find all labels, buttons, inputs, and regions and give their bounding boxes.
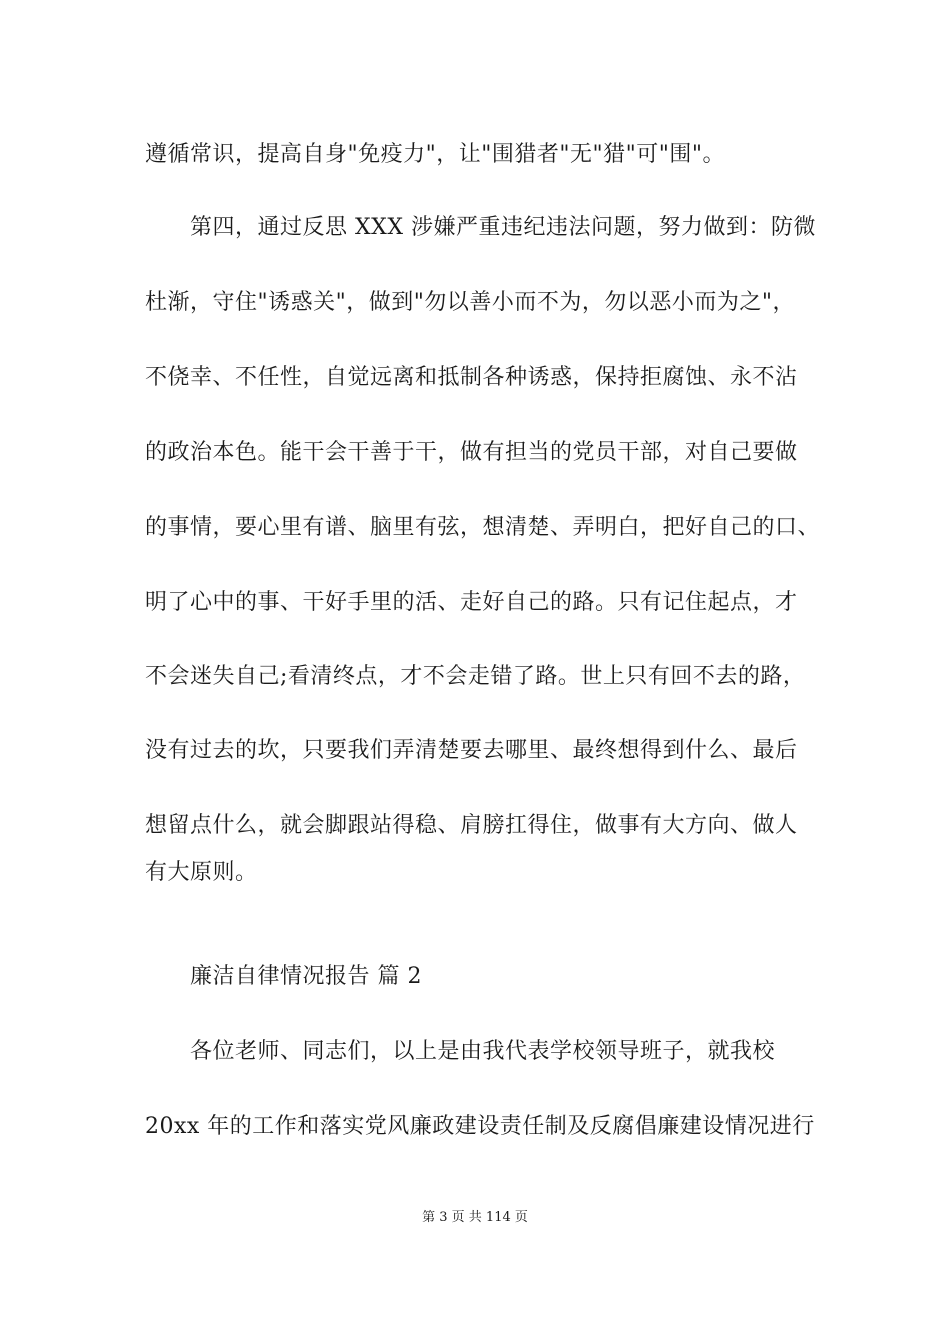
text-line-8: 不会迷失自己;看清终点，才不会走错了路。世上只有回不去的路，: [145, 664, 806, 689]
section-heading: 廉洁自律情况报告 篇 2: [190, 964, 422, 989]
text-line-6: 的事情，要心里有谱、脑里有弦，想清楚、弄明白，把好自己的口、: [145, 515, 821, 540]
text-line-11: 有大原则。: [145, 860, 258, 885]
text-line-7: 明了心中的事、干好手里的活、走好自己的路。只有记住起点，才: [145, 590, 798, 615]
text-line-2: 第四，通过反思 XXX 涉嫌严重违纪违法问题，努力做到：防微: [190, 215, 816, 240]
text-line-9: 没有过去的坎，只要我们弄清楚要去哪里、最终想得到什么、最后: [145, 738, 798, 763]
text-line-13: 20xx 年的工作和落实党风廉政建设责任制及反腐倡廉建设情况进行: [145, 1114, 815, 1139]
text-line-5: 的政治本色。能干会干善于干，做有担当的党员干部，对自己要做: [145, 440, 798, 465]
text-line-12: 各位老师、同志们，以上是由我代表学校领导班子，就我校: [190, 1039, 776, 1064]
text-line-10: 想留点什么，就会脚跟站得稳、肩膀扛得住，做事有大方向、做人: [145, 813, 798, 838]
page-number-footer: 第 3 页 共 114 页: [422, 1210, 528, 1225]
text-line-4: 不侥幸、不任性，自觉远离和抵制各种诱惑，保持拒腐蚀、永不沾: [145, 365, 798, 390]
text-line-3: 杜渐，守住"诱惑关"，做到"勿以善小而不为，勿以恶小而为之"，: [145, 290, 795, 315]
text-line-1: 遵循常识，提高自身"免疫力"，让"围猎者"无"猎"可"围"。: [145, 142, 725, 167]
